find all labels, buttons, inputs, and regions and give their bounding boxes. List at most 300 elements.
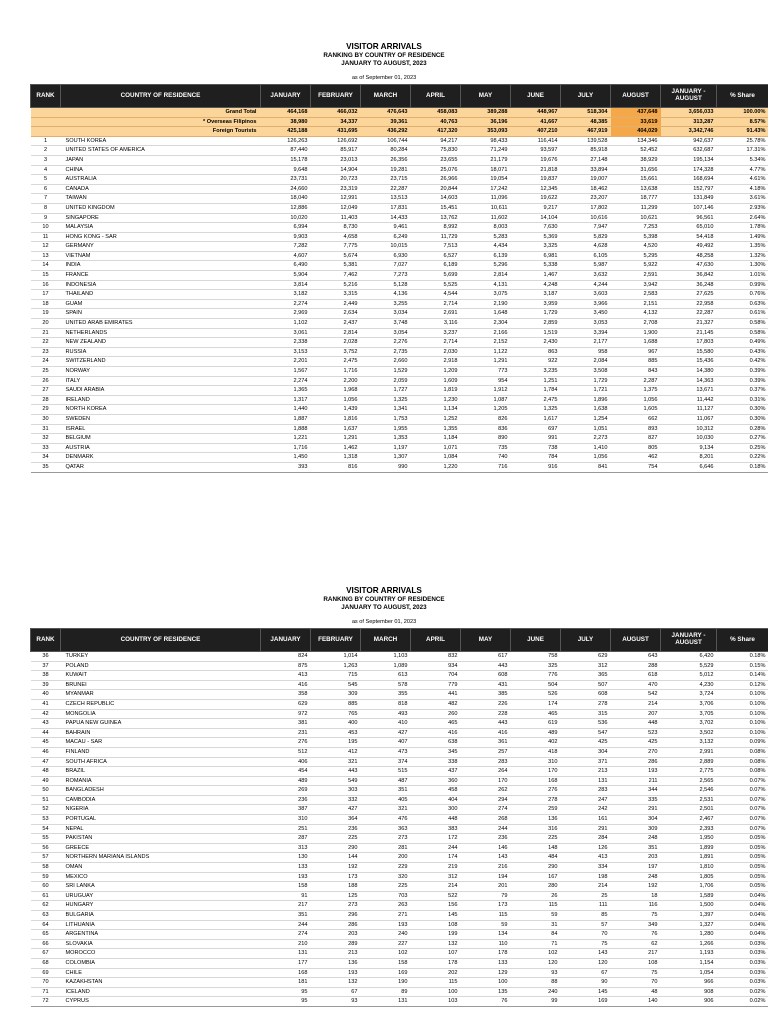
value-cell: 413 — [561, 853, 611, 863]
value-cell: 3,235 — [511, 367, 561, 377]
value-cell: 470 — [611, 680, 661, 690]
rank-cell: 53 — [31, 815, 61, 825]
table-row — [31, 776, 768, 786]
value-cell: 231 — [261, 728, 311, 738]
value-cell: 0.08% — [717, 747, 768, 757]
value-cell: 93,597 — [511, 146, 561, 156]
country-cell: SOUTH AFRICA — [61, 757, 261, 767]
rank-cell: 67 — [31, 949, 61, 959]
table-header-row — [31, 628, 768, 651]
value-cell: 143 — [461, 853, 511, 863]
value-cell: 2,449 — [311, 299, 361, 309]
value-cell: 405 — [361, 795, 411, 805]
country-cell: ISRAEL — [61, 424, 261, 434]
rank-cell: 70 — [31, 978, 61, 988]
value-cell: 704 — [411, 671, 461, 681]
table-row — [31, 853, 768, 863]
value-cell: 193 — [361, 920, 411, 930]
value-cell: 47,630 — [661, 261, 717, 271]
value-cell: 170 — [511, 767, 561, 777]
table-row — [31, 978, 768, 988]
value-cell: 213 — [311, 949, 361, 959]
rank-cell: 44 — [31, 728, 61, 738]
value-cell: 1,896 — [561, 395, 611, 405]
value-cell: 27,148 — [561, 155, 611, 165]
column-header: RANK — [31, 84, 61, 107]
value-cell: 22,287 — [361, 184, 411, 194]
value-cell: 1,439 — [311, 405, 361, 415]
value-cell: 4,520 — [611, 242, 661, 252]
report-title: VISITOR ARRIVALS — [346, 586, 422, 595]
value-cell: 303 — [311, 786, 361, 796]
value-cell: 12,345 — [511, 184, 561, 194]
total-cell: 313,287 — [661, 117, 717, 127]
value-cell: 9,134 — [661, 443, 717, 453]
value-cell: 143 — [561, 949, 611, 959]
value-cell: 875 — [261, 661, 311, 671]
total-label: * Overseas Filipinos — [31, 117, 261, 127]
value-cell: 890 — [461, 434, 511, 444]
value-cell: 0.07% — [717, 815, 768, 825]
country-cell: SRI LANKA — [61, 882, 261, 892]
value-cell: 80,284 — [361, 146, 411, 156]
country-cell: SWEDEN — [61, 414, 261, 424]
value-cell: 1,716 — [261, 443, 311, 453]
value-cell: 2,274 — [261, 299, 311, 309]
value-cell: 15,178 — [261, 155, 311, 165]
rank-cell: 46 — [31, 747, 61, 757]
value-cell: 103 — [411, 997, 461, 1007]
value-cell: 115 — [411, 978, 461, 988]
value-cell: 75 — [611, 968, 661, 978]
country-cell: BELGIUM — [61, 434, 261, 444]
rank-cell: 5 — [31, 175, 61, 185]
country-cell: CHILE — [61, 968, 261, 978]
rank-cell: 25 — [31, 367, 61, 377]
value-cell: 1,816 — [311, 414, 361, 424]
value-cell: 48 — [611, 987, 661, 997]
value-cell: 23,731 — [261, 175, 311, 185]
value-cell: 0.04% — [717, 920, 768, 930]
value-cell: 716 — [461, 462, 511, 472]
value-cell: 578 — [361, 680, 411, 690]
value-cell: 262 — [461, 786, 511, 796]
country-cell: GREECE — [61, 843, 261, 853]
value-cell: 425 — [611, 738, 661, 748]
value-cell: 145 — [561, 987, 611, 997]
value-cell: 536 — [561, 719, 611, 729]
value-cell: 288 — [611, 661, 661, 671]
value-cell: 826 — [461, 414, 511, 424]
table-row — [31, 175, 768, 185]
value-cell: 210 — [261, 939, 311, 949]
value-cell: 70 — [611, 978, 661, 988]
value-cell: 264 — [461, 767, 511, 777]
column-header: AUGUST — [611, 628, 661, 651]
value-cell: 287 — [261, 834, 311, 844]
value-cell: 309 — [611, 824, 661, 834]
value-cell: 134 — [461, 930, 511, 940]
rank-cell: 34 — [31, 453, 61, 463]
value-cell: 402 — [511, 738, 561, 748]
rank-cell: 66 — [31, 939, 61, 949]
total-cell: 389,288 — [461, 107, 511, 117]
value-cell: 1.49% — [717, 232, 768, 242]
value-cell: 3,054 — [361, 328, 411, 338]
value-cell: 36,842 — [661, 271, 717, 281]
country-cell: UNITED ARAB EMIRATES — [61, 319, 261, 329]
value-cell: 244 — [461, 824, 511, 834]
value-cell: 11,067 — [661, 414, 717, 424]
value-cell: 283 — [461, 757, 511, 767]
value-cell: 0.25% — [717, 443, 768, 453]
value-cell: 387 — [261, 805, 311, 815]
table-row — [31, 767, 768, 777]
value-cell: 290 — [311, 843, 361, 853]
value-cell: 75 — [611, 911, 661, 921]
value-cell: 251 — [261, 824, 311, 834]
total-cell: 100.00% — [717, 107, 768, 117]
value-cell: 2,201 — [261, 357, 311, 367]
value-cell: 0.10% — [717, 699, 768, 709]
total-cell: 33,619 — [611, 117, 661, 127]
table-row — [31, 815, 768, 825]
value-cell: 13,762 — [411, 213, 461, 223]
value-cell: 4.77% — [717, 165, 768, 175]
value-cell: 116 — [611, 901, 661, 911]
value-cell: 85,918 — [561, 146, 611, 156]
value-cell: 15,580 — [661, 347, 717, 357]
value-cell: 312 — [561, 661, 611, 671]
value-cell: 6,646 — [661, 462, 717, 472]
table-row — [31, 661, 768, 671]
table-row — [31, 213, 768, 223]
value-cell: 26,966 — [411, 175, 461, 185]
country-cell: AUSTRIA — [61, 443, 261, 453]
value-cell: 383 — [411, 824, 461, 834]
value-cell: 169 — [361, 968, 411, 978]
country-cell: MALAYSIA — [61, 223, 261, 233]
value-cell: 824 — [261, 651, 311, 661]
rank-cell: 63 — [31, 911, 61, 921]
rank-cell: 35 — [31, 462, 61, 472]
value-cell: 0.05% — [717, 863, 768, 873]
value-cell: 17,802 — [561, 203, 611, 213]
value-cell: 3,237 — [411, 328, 461, 338]
value-cell: 10,611 — [461, 203, 511, 213]
table-row — [31, 386, 768, 396]
column-header: MARCH — [361, 84, 411, 107]
value-cell: 1,325 — [511, 405, 561, 415]
value-cell: 225 — [511, 834, 561, 844]
total-cell: 431,695 — [311, 127, 361, 137]
total-cell: 91.43% — [717, 127, 768, 137]
value-cell: 91 — [261, 891, 311, 901]
rank-cell: 43 — [31, 719, 61, 729]
value-cell: 203 — [611, 853, 661, 863]
column-header: MAY — [461, 628, 511, 651]
value-cell: 3.61% — [717, 194, 768, 204]
value-cell: 2,274 — [261, 376, 311, 386]
rank-cell: 13 — [31, 251, 61, 261]
total-cell: 39,361 — [361, 117, 411, 127]
value-cell: 0.04% — [717, 901, 768, 911]
value-cell: 629 — [561, 651, 611, 661]
country-cell: URUGUAY — [61, 891, 261, 901]
value-cell: 65,010 — [661, 223, 717, 233]
country-cell: BRAZIL — [61, 767, 261, 777]
value-cell: 2,918 — [411, 357, 461, 367]
total-label: Grand Total — [31, 107, 261, 117]
value-cell: 7,273 — [361, 271, 411, 281]
value-cell: 131 — [561, 776, 611, 786]
value-cell: 11,096 — [461, 194, 511, 204]
table-row — [31, 299, 768, 309]
value-cell: 125 — [311, 891, 361, 901]
value-cell: 967 — [611, 347, 661, 357]
country-cell: KUWAIT — [61, 671, 261, 681]
value-cell: 0.07% — [717, 786, 768, 796]
value-cell: 1,056 — [311, 395, 361, 405]
value-cell: 371 — [561, 757, 611, 767]
value-cell: 482 — [411, 699, 461, 709]
value-cell: 5,338 — [511, 261, 561, 271]
value-cell: 5,829 — [561, 232, 611, 242]
value-cell: 0.02% — [717, 987, 768, 997]
value-cell: 14,380 — [661, 367, 717, 377]
value-cell: 0.18% — [717, 462, 768, 472]
value-cell: 2,152 — [461, 338, 511, 348]
value-cell: 0.03% — [717, 949, 768, 959]
value-cell: 75,830 — [411, 146, 461, 156]
value-cell: 476 — [361, 815, 411, 825]
report-section-2 — [30, 586, 766, 1007]
value-cell: 441 — [411, 690, 461, 700]
value-cell: 10,616 — [561, 213, 611, 223]
value-cell: 715 — [311, 671, 361, 681]
rank-cell: 1 — [31, 136, 61, 146]
value-cell: 62 — [611, 939, 661, 949]
value-cell: 4.61% — [717, 175, 768, 185]
value-cell: 6,249 — [361, 232, 411, 242]
column-header: RANK — [31, 628, 61, 651]
country-cell: DENMARK — [61, 453, 261, 463]
column-header: JANUARY — [261, 628, 311, 651]
country-cell: CYPRUS — [61, 997, 261, 1007]
value-cell: 2,475 — [511, 395, 561, 405]
rank-cell: 49 — [31, 776, 61, 786]
value-cell: 88 — [511, 978, 561, 988]
value-cell: 2,634 — [311, 309, 361, 319]
value-cell: 360 — [411, 776, 461, 786]
report-subtitle: RANKING BY COUNTRY OF RESIDENCE — [323, 596, 445, 604]
table-row — [31, 155, 768, 165]
value-cell: 5,904 — [261, 271, 311, 281]
country-cell: POLAND — [61, 661, 261, 671]
value-cell: 1,307 — [361, 453, 411, 463]
value-cell: 67 — [561, 968, 611, 978]
value-cell: 25.78% — [717, 136, 768, 146]
value-cell: 1,729 — [561, 376, 611, 386]
value-cell: 0.07% — [717, 805, 768, 815]
value-cell: 1,325 — [361, 395, 411, 405]
value-cell: 5,398 — [611, 232, 661, 242]
value-cell: 227 — [361, 939, 411, 949]
value-cell: 33,894 — [561, 165, 611, 175]
total-cell: 458,083 — [411, 107, 461, 117]
value-cell: 3,394 — [561, 328, 611, 338]
value-cell: 67 — [311, 987, 361, 997]
value-cell: 6,527 — [411, 251, 461, 261]
value-cell: 1,280 — [661, 930, 717, 940]
value-cell: 96,561 — [661, 213, 717, 223]
table-row — [31, 309, 768, 319]
rank-cell: 50 — [31, 786, 61, 796]
table-row — [31, 395, 768, 405]
value-cell: 0.30% — [717, 414, 768, 424]
value-cell: 662 — [611, 414, 661, 424]
total-cell: 466,032 — [311, 107, 361, 117]
table-row — [31, 911, 768, 921]
table-row — [31, 290, 768, 300]
value-cell: 12,991 — [311, 194, 361, 204]
value-cell: 2,166 — [461, 328, 511, 338]
value-cell: 4,244 — [561, 280, 611, 290]
value-cell: 11,442 — [661, 395, 717, 405]
rank-cell: 51 — [31, 795, 61, 805]
value-cell: 1,500 — [661, 901, 717, 911]
value-cell: 1,605 — [611, 405, 661, 415]
value-cell: 0.22% — [717, 453, 768, 463]
value-cell: 1,727 — [361, 386, 411, 396]
country-cell: SWITZERLAND — [61, 357, 261, 367]
rank-cell: 33 — [31, 443, 61, 453]
value-cell: 431 — [461, 680, 511, 690]
column-header: JULY — [561, 84, 611, 107]
total-cell: 38,980 — [261, 117, 311, 127]
value-cell: 21,818 — [511, 165, 561, 175]
value-cell: 173 — [461, 901, 511, 911]
value-cell: 6,981 — [511, 251, 561, 261]
rank-cell: 21 — [31, 328, 61, 338]
rank-cell: 54 — [31, 824, 61, 834]
value-cell: 3,132 — [661, 738, 717, 748]
value-cell: 1.35% — [717, 242, 768, 252]
value-cell: 211 — [611, 776, 661, 786]
value-cell: 3,966 — [561, 299, 611, 309]
value-cell: 632,687 — [661, 146, 717, 156]
value-cell: 132 — [311, 978, 361, 988]
value-cell: 48,258 — [661, 251, 717, 261]
value-cell: 100 — [461, 978, 511, 988]
value-cell: 2,028 — [311, 338, 361, 348]
rank-cell: 27 — [31, 386, 61, 396]
value-cell: 2,276 — [361, 338, 411, 348]
value-cell: 1,912 — [461, 386, 511, 396]
value-cell: 10,621 — [611, 213, 661, 223]
value-cell: 17.31% — [717, 146, 768, 156]
value-cell: 111 — [561, 901, 611, 911]
value-cell: 18,462 — [561, 184, 611, 194]
table-row — [31, 328, 768, 338]
value-cell: 1,805 — [661, 872, 717, 882]
value-cell: 195,134 — [661, 155, 717, 165]
value-cell: 1,353 — [361, 434, 411, 444]
country-cell: QATAR — [61, 462, 261, 472]
value-cell: 7,027 — [361, 261, 411, 271]
value-cell: 416 — [461, 728, 511, 738]
value-cell: 3,255 — [361, 299, 411, 309]
value-cell: 9,903 — [261, 232, 311, 242]
country-cell: NIGERIA — [61, 805, 261, 815]
rank-cell: 15 — [31, 271, 61, 281]
value-cell: 1,327 — [661, 920, 717, 930]
value-cell: 21,145 — [661, 328, 717, 338]
value-cell: 3,705 — [661, 709, 717, 719]
table-row — [31, 338, 768, 348]
value-cell: 5,296 — [461, 261, 511, 271]
value-cell: 167 — [511, 872, 561, 882]
table-row — [31, 728, 768, 738]
value-cell: 0.04% — [717, 930, 768, 940]
value-cell: 14,433 — [361, 213, 411, 223]
total-cell: 3,342,746 — [661, 127, 717, 137]
value-cell: 131 — [261, 949, 311, 959]
value-cell: 129 — [461, 968, 511, 978]
rank-cell: 7 — [31, 194, 61, 204]
value-cell: 1,197 — [361, 443, 411, 453]
value-cell: 1,355 — [411, 424, 461, 434]
table-row — [31, 184, 768, 194]
value-cell: 3,325 — [511, 242, 561, 252]
value-cell: 145 — [411, 911, 461, 921]
value-cell: 462 — [611, 453, 661, 463]
value-cell: 14,904 — [311, 165, 361, 175]
value-cell: 5,283 — [461, 232, 511, 242]
value-cell: 120 — [561, 958, 611, 968]
value-cell: 1,617 — [511, 414, 561, 424]
value-cell: 95 — [261, 997, 311, 1007]
value-cell: 174 — [511, 699, 561, 709]
value-cell: 286 — [311, 920, 361, 930]
column-header: APRIL — [411, 84, 461, 107]
value-cell: 5,369 — [511, 232, 561, 242]
value-cell: 526 — [511, 690, 561, 700]
total-cell: 436,292 — [361, 127, 411, 137]
value-cell: 619 — [511, 719, 561, 729]
table-row — [31, 271, 768, 281]
value-cell: 5,699 — [411, 271, 461, 281]
value-cell: 8,201 — [661, 453, 717, 463]
value-cell: 358 — [261, 690, 311, 700]
value-cell: 1,529 — [361, 367, 411, 377]
value-cell: 2,691 — [411, 309, 461, 319]
table-row — [31, 242, 768, 252]
value-cell: 1,410 — [561, 443, 611, 453]
country-cell: GERMANY — [61, 242, 261, 252]
table-row — [31, 795, 768, 805]
rank-cell: 64 — [31, 920, 61, 930]
value-cell: 140 — [611, 997, 661, 1007]
country-cell: CANADA — [61, 184, 261, 194]
value-cell: 31 — [511, 920, 561, 930]
value-cell: 217 — [261, 901, 311, 911]
value-cell: 843 — [611, 367, 661, 377]
value-cell: 545 — [311, 680, 361, 690]
value-cell: 0.61% — [717, 309, 768, 319]
country-cell: THAILAND — [61, 290, 261, 300]
value-cell: 228 — [461, 709, 511, 719]
